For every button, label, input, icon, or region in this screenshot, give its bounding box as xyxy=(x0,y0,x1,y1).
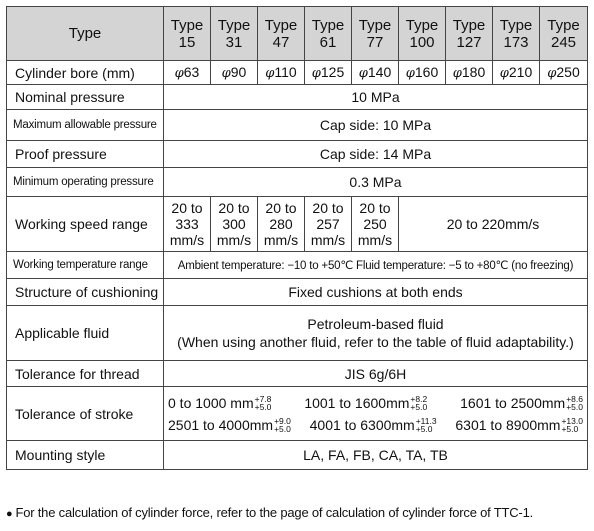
min-operating-pressure-row xyxy=(7,168,588,197)
stroke-line xyxy=(168,392,583,414)
bore-value: φ90 xyxy=(211,61,258,85)
stroke-item: 6301 to 8900mm +13.0 +5.0 xyxy=(455,415,583,434)
speed-cell: 20 to 250 mm/s xyxy=(352,197,399,252)
type-header-cell: Type 61 xyxy=(305,7,352,61)
row-label: Mounting style xyxy=(7,441,164,470)
working-temperature-row xyxy=(7,252,588,279)
header-row xyxy=(7,7,588,61)
working-speed-row xyxy=(7,197,588,252)
nominal-pressure-value: 10 MPa xyxy=(164,85,588,110)
row-label: Structure of cushioning xyxy=(7,279,164,306)
type-header-cell: Type 15 xyxy=(164,7,211,61)
type-header: Type xyxy=(7,7,164,61)
thread-tolerance-row xyxy=(7,361,588,387)
type-header-cell: Type 47 xyxy=(258,7,305,61)
stroke-line xyxy=(168,414,583,436)
row-label: Maximum allowable pressure xyxy=(7,110,164,141)
speed-cell: 20 to 300 mm/s xyxy=(211,197,258,252)
speed-cell: 20 to 280 mm/s xyxy=(258,197,305,252)
stroke-item: 1601 to 2500mm +8.6 +5.0 xyxy=(460,393,583,412)
row-label: Tolerance for thread xyxy=(7,361,164,387)
bore-value: φ110 xyxy=(258,61,305,85)
stroke-tolerance-value xyxy=(164,387,588,441)
spec-table xyxy=(6,6,588,470)
mounting-style-row xyxy=(7,441,588,470)
speed-cell: 20 to 333 mm/s xyxy=(164,197,211,252)
stroke-item: 4001 to 6300mm +11.3 +5.0 xyxy=(309,415,437,434)
applicable-fluid-value: Petroleum-based fluid (When using another fluid, refer to the table of fluid adaptability.) xyxy=(164,306,588,361)
row-label: Nominal pressure xyxy=(7,85,164,110)
type-header-cell: Type 245 xyxy=(540,7,588,61)
stroke-item: 0 to 1000 mm +7.8 +5.0 xyxy=(168,393,272,412)
type-header-cell: Type 173 xyxy=(493,7,540,61)
bore-value: φ63 xyxy=(164,61,211,85)
row-label: Working temperature range xyxy=(7,252,164,279)
bore-value: φ250 xyxy=(540,61,588,85)
proof-pressure-value: Cap side: 14 MPa xyxy=(164,141,588,168)
stroke-item: 2501 to 4000mm +9.0 +5.0 xyxy=(168,415,291,434)
footnote xyxy=(6,505,533,520)
bore-value: φ140 xyxy=(352,61,399,85)
min-operating-pressure-value: 0.3 MPa xyxy=(164,168,588,197)
row-label: Working speed range xyxy=(7,197,164,252)
row-label: Tolerance of stroke xyxy=(7,387,164,441)
bore-value: φ160 xyxy=(399,61,446,85)
bore-value: φ125 xyxy=(305,61,352,85)
type-header-cell: Type 77 xyxy=(352,7,399,61)
row-label: Cylinder bore (mm) xyxy=(7,61,164,85)
max-allowable-pressure-value: Cap side: 10 MPa xyxy=(164,110,588,141)
type-header-cell: Type 31 xyxy=(211,7,258,61)
bore-row xyxy=(7,61,588,85)
mounting-style-value: LA, FA, FB, CA, TA, TB xyxy=(164,441,588,470)
bore-value: φ180 xyxy=(446,61,493,85)
row-label: Applicable fluid xyxy=(7,306,164,361)
speed-cell: 20 to 257 mm/s xyxy=(305,197,352,252)
nominal-pressure-row xyxy=(7,85,588,110)
row-label: Proof pressure xyxy=(7,141,164,168)
stroke-tolerance-row xyxy=(7,387,588,441)
speed-range-rest: 20 to 220mm/s xyxy=(399,197,588,252)
type-header-cell: Type 100 xyxy=(399,7,446,61)
thread-tolerance-value: JIS 6g/6H xyxy=(164,361,588,387)
type-header-cell: Type 127 xyxy=(446,7,493,61)
cushioning-value: Fixed cushions at both ends xyxy=(164,279,588,306)
bullet-icon: ● xyxy=(6,508,13,520)
applicable-fluid-row xyxy=(7,306,588,361)
proof-pressure-row xyxy=(7,141,588,168)
cushioning-row xyxy=(7,279,588,306)
stroke-item: 1001 to 1600mm +8.2 +5.0 xyxy=(304,393,428,412)
footnote-text: For the calculation of cylinder force, refer to the page of calculation of cylinder force of TTC-1. xyxy=(15,505,534,520)
row-label: Minimum operating pressure xyxy=(7,168,164,197)
max-allowable-pressure-row xyxy=(7,110,588,141)
working-temperature-value: Ambient temperature: −10 to +50℃ Fluid temperature: −5 to +80℃ (no freezing) xyxy=(164,252,588,279)
bore-value: φ210 xyxy=(493,61,540,85)
